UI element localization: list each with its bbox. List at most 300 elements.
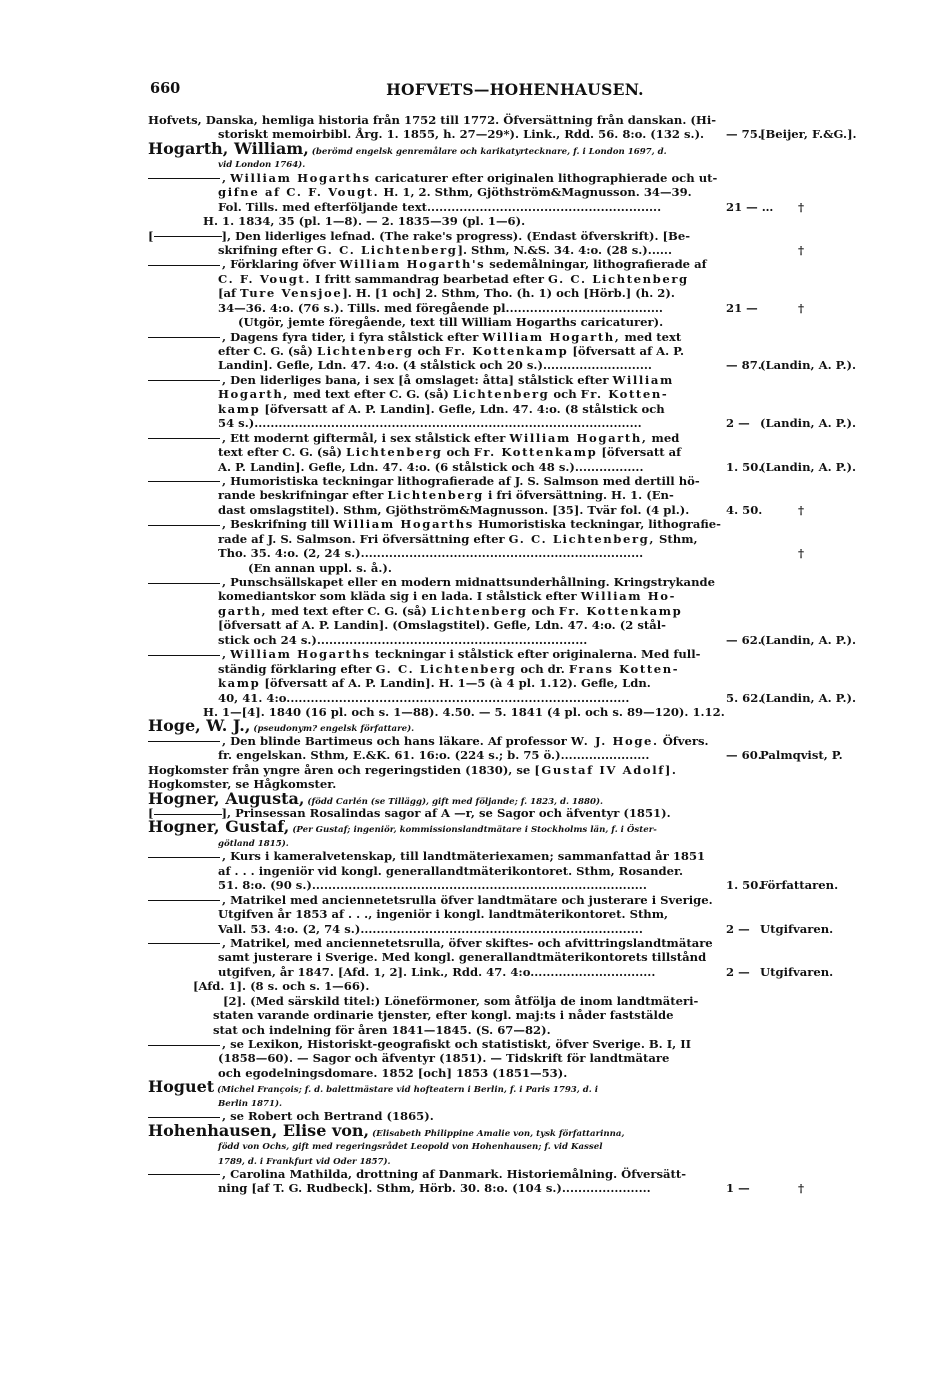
entry-line (148, 315, 883, 329)
entry-text-part: rade af J. S. Salmson. Fri öfversättning efter (218, 531, 509, 546)
out-of-print-dagger: † (798, 502, 805, 517)
entry-text-part: (1858—60). — Sagor och äfventyr (1851). — Tidskrift för landtmätare (218, 1051, 670, 1066)
page-number: 660 (150, 80, 181, 97)
out-of-print-dagger: † (798, 199, 805, 214)
price: 4. 50. (726, 502, 763, 517)
entry-text (218, 950, 706, 964)
entry-text (218, 546, 643, 560)
entry-text: [ ], Den liderliges lefnad. (The rake's progress). (Endast öfverskrift). [Be- (148, 228, 691, 243)
price: 21 — … (726, 199, 774, 214)
entry-text-part: kamp (218, 676, 261, 691)
entry-line (148, 257, 883, 271)
entry-text-part: i fri öfversättning. H. 1. (En- (483, 488, 674, 503)
entry-text-part: ständig förklaring efter (218, 661, 376, 676)
repeat-dash (148, 741, 220, 742)
entry-text-part: (En annan uppl. s. å.). (248, 560, 392, 575)
entry-text-part: Lichtenberg (387, 488, 484, 503)
entry-text-part: gifne af C. F. Vougt. (218, 185, 380, 200)
entry-line (148, 1008, 883, 1022)
entry-line (148, 330, 883, 344)
entry-text-part: Hohenhausen, Elise von, (148, 1120, 370, 1140)
price: 5. 62. (726, 690, 763, 705)
entry-line (148, 589, 883, 603)
entry-text-part: Beskrifning till (230, 517, 334, 532)
entry-text: , Dagens fyra tider, i fyra stålstick efter William Hogarth, med text (148, 330, 681, 344)
running-head: HOFVETS—HOHENHAUSEN. (386, 80, 644, 99)
entry-text-part: götland 1815). (218, 838, 289, 849)
entry-line (148, 532, 883, 546)
entry-text (218, 864, 683, 878)
entry-text (218, 633, 587, 647)
entry-text-part: [Afd. 1]. (8 s. och s. 1—66). (193, 979, 370, 994)
entry-line (148, 763, 883, 777)
entry-text-part: Vall. 53. 4:o. (2, 74 s.)...................................................................... (218, 921, 643, 936)
entry-line (148, 243, 883, 257)
entry-line (148, 1077, 883, 1097)
entry-text (218, 358, 652, 372)
entry-line (148, 373, 883, 387)
page-header (150, 80, 880, 104)
entry-text (203, 214, 525, 228)
entry-text-part: Hoguet (148, 1077, 215, 1097)
entry-text-part: 1789, d. i Frankfurt vid Oder 1857). (218, 1156, 391, 1167)
entry-text-part: text efter C. G. (så) (218, 445, 346, 460)
publisher: (Landin, A. P.). (760, 459, 857, 474)
entry-text-part: 51. 8:o. (90 s.)................................................................................... (218, 878, 647, 893)
entry-text (213, 1008, 673, 1022)
entry-text-part: (född Carlén (se Tillägg), gift med följande; f. 1823, d. 1880). (304, 796, 603, 807)
entry-text-part: med text (620, 329, 682, 344)
entry-text: , Den liderliges bana, i sex [å omslaget: åtta] stålstick efter William (148, 373, 674, 387)
entry-text-part: Kurs i kameralvetenskap, till landtmäteriexamen; sammanfattad år 1851 (230, 849, 706, 864)
entry-text (148, 113, 716, 127)
entry-text: , Matrikel, med anciennetetsrulla, öfver skiftes- och afvittringslandtmätare (148, 936, 713, 950)
entry-line (148, 1051, 883, 1065)
entry-line (148, 1066, 883, 1080)
entry-text (218, 662, 679, 676)
repeat-dash (148, 265, 220, 266)
entry-text-part: ]. H. [1 och] 2. Sthm, Tho. (h. 1) och [Hörb.] (h. 2). (342, 286, 675, 301)
entry-text (218, 1181, 651, 1195)
entry-text-part: Matrikel, med anciennetetsrulla, öfver skiftes- och afvittringslandtmätare (230, 935, 713, 950)
entry-text-part: [öfversatt af A. P. Landin]. H. 1—5 (à 4 pl. 1.12). Gefle, Ldn. (260, 676, 651, 691)
entry-text-part: 40, 41. 4:o..................................................................................... (218, 690, 630, 705)
entry-text-part: William Ho- (580, 589, 677, 604)
entry-text: , Ett modernt giftermål, i sex stålstick efter William Hogarth, med (148, 431, 679, 445)
repeat-dash (148, 1117, 220, 1118)
publisher: (Landin, A. P.). (760, 690, 857, 705)
price: 1. 50. (726, 459, 763, 474)
entry-text-part: fr. engelskan. Sthm, E.&K. 61. 16:o. (224 s.; b. 75 ö.)...................... (218, 748, 650, 763)
publisher: Utgifvaren. (760, 964, 834, 979)
entry-text-part: Hofvets, Danska, hemliga historia från 1752 till 1772. Öfversättning från danskan. (Hi- (148, 113, 717, 127)
entry-text (148, 763, 678, 777)
entry-text (248, 561, 392, 575)
entry-text-part: efter C. G. (så) (218, 344, 317, 358)
entry-line (148, 185, 883, 199)
entry-text: , Matrikel med anciennetetsrulla öfver landtmätare och justerare i Sverige. (148, 893, 713, 907)
entry-line (148, 950, 883, 964)
entry-text-part: Punschsällskapet eller en modern midnattsunderhållning. Kringstrykande (230, 575, 715, 589)
entry-text-part: William Hogarth, (482, 329, 621, 344)
entry-text-part: Hoge, W. J., (148, 716, 251, 736)
entry-text-part: vid London 1764). (218, 160, 306, 171)
entry-text-part: Berlin 1871). (218, 1098, 283, 1109)
entry-line (148, 907, 883, 921)
entry-line (148, 229, 883, 243)
entry-text-part: (pseudonym? engelsk författare). (250, 724, 415, 735)
entry-line (148, 788, 883, 808)
entry-text-part: 54 s.)................................................................................................ (218, 416, 642, 431)
entry-text-part: Ett modernt giftermål, i sex stålstick efter (230, 430, 510, 445)
repeat-dash (148, 943, 220, 944)
entry-line (148, 1181, 883, 1195)
entry-line (148, 604, 883, 618)
entry-text (218, 748, 649, 762)
entry-text (218, 532, 698, 546)
price: 2 — (726, 921, 750, 936)
entry-text (218, 416, 642, 430)
entry-text-part: Fr. Kotten- (580, 387, 669, 402)
entry-text (218, 402, 665, 416)
entry-text (218, 1051, 669, 1065)
entry-text-part: C. F. Vougt. (218, 271, 312, 286)
entry-text (218, 301, 663, 315)
entry-text-part: Hogkomster, se Hågkomster. (148, 777, 337, 792)
entry-line (148, 893, 883, 907)
repeat-dash (148, 655, 220, 656)
entry-text-part: Prinsessan Rosalindas sagor af A —r, se Sagor och äfventyr (1851). (235, 806, 671, 820)
entry-text (238, 315, 663, 329)
publisher: Författaren. (760, 878, 839, 893)
entry-text-part: 34—36. 4:o. (76 s.). Tills. med föregående pl....................................... (218, 300, 663, 315)
entry-line (148, 662, 883, 676)
repeat-dash (148, 583, 220, 584)
entry-text: , Förklaring öfver William Hogarth's sedemålningar, lithografierade af (148, 257, 707, 271)
entry-text-part: stat och indelning för åren 1841—1845. (S. 67—82). (213, 1022, 551, 1037)
entry-line (148, 878, 883, 892)
entry-text (223, 994, 698, 1008)
entry-line (148, 387, 883, 401)
entry-text-part: William (612, 372, 674, 387)
publisher: (Landin, A. P.). (760, 358, 857, 373)
entry-text-part: Sthm, (655, 531, 698, 546)
entry-text-part: Dagens fyra tider, i fyra stålstick efter (230, 329, 483, 344)
entry-text (218, 445, 681, 459)
entry-text-part: (berömd engelsk genremålare och karikatyrtecknare, f. i London 1697, d. (308, 146, 667, 157)
entry-line (148, 716, 883, 736)
repeat-dash (154, 236, 222, 237)
entry-text-part: Hogarth, William, (148, 138, 309, 158)
entry-text-part: I fritt sammandrag bearbetad efter (311, 271, 548, 286)
entry-text: , Carolina Mathilda, drottning af Danmark. Historiemålning. Öfversätt- (148, 1167, 686, 1181)
entry-line (148, 503, 883, 517)
out-of-print-dagger: † (798, 546, 805, 561)
entry-text-part: Lichtenberg (316, 344, 414, 358)
entry-text-part: H. 1, 2. Sthm, Gjöthström&Magnusson. 34—39. (379, 185, 692, 200)
repeat-dash (148, 525, 220, 526)
entry-text-part: Fr. Kottenkamp (558, 603, 683, 618)
entry-line (148, 301, 883, 315)
entry-line (148, 200, 883, 214)
entry-line (148, 344, 883, 358)
entry-text-part: skrifning efter (218, 242, 317, 257)
entry-line (148, 1153, 883, 1167)
entry-text-part: sedemålningar, lithografierade af (485, 257, 707, 272)
entry-text-part: Den liderliges bana, i sex [å omslaget: åtta] stålstick efter (230, 372, 613, 387)
entry-text-part: utgifven, år 1847. [Afd. 1, 2]. Link., Rdd. 47. 4:o............................... (218, 964, 656, 979)
entry-text: [ ], Prinsessan Rosalindas sagor af A —r, se Sagor och äfventyr (1851). (148, 806, 671, 820)
entry-text-part: William Hogarth's (339, 257, 486, 272)
entry-text (218, 907, 668, 921)
repeat-dash (148, 857, 220, 858)
entry-text: , se Lexikon, Historiskt-geografiskt och statistiskt, öfver Sverige. B. I, II (148, 1037, 691, 1051)
repeat-dash (154, 814, 222, 815)
entry-text-part: H. 1. 1834, 35 (pl. 1—8). — 2. 1835—39 (pl. 1—6). (203, 214, 526, 229)
entry-text-part: kamp (218, 401, 261, 416)
entry-text (218, 676, 651, 690)
entry-text-part: se Lexikon, Historiskt-geografiskt och statistiskt, öfver Sverige. B. I, II (230, 1037, 692, 1051)
entry-text-part: född von Ochs, gift med regeringsrådet Leopold von Hohenhausen; f. vid Kassel (218, 1142, 603, 1153)
entry-line (148, 1023, 883, 1037)
entry-line (148, 575, 883, 589)
entry-text-part: William Hogarths (230, 647, 371, 662)
entry-line (148, 748, 883, 762)
entry-text-part: Fr. Kottenkamp (473, 445, 598, 460)
entry-text-part: Hogkomster från yngre åren och regeringstiden (1830), se (148, 762, 535, 777)
out-of-print-dagger: † (798, 300, 805, 315)
entry-text (218, 243, 672, 257)
entry-text-part: Humoristiska teckningar, lithografie- (473, 517, 721, 532)
entry-text-part: G. C. Lichtenberg (548, 271, 689, 286)
entry-text-part: Hogarth, (218, 387, 290, 402)
entry-text: , Beskrifning till William Hogarths Humoristiska teckningar, lithografie- (148, 517, 721, 531)
price: 21 — (726, 300, 758, 315)
entry-line (148, 864, 883, 878)
entry-text-part: (Utgör, jemte föregående, text till William Hogarths caricaturer). (238, 315, 664, 330)
entry-text-part: G. C. Lichtenberg (375, 661, 517, 676)
publisher: Palmqvist, P. (760, 748, 843, 763)
entry-line (148, 1120, 883, 1140)
entry-text-part: Fr. Kottenkamp (444, 344, 569, 358)
entry-text-part: Ture Vensjoe (240, 286, 343, 301)
entry-line (148, 358, 883, 372)
entry-text-part: [2]. (Med särskild titel:) Löneförmoner, som åtfölja de inom landtmäteri- (223, 993, 699, 1008)
entry-text-part: Lichtenberg (452, 387, 550, 402)
entry-text-part: (Michel François; f. d. balettmästare vid hofteatern i Berlin, f. i Paris 1793, d. i (214, 1085, 599, 1096)
entry-text: , Kurs i kameralvetenskap, till landtmäteriexamen; sammanfattad år 1851 (148, 849, 705, 863)
entry-line (148, 936, 883, 950)
entry-line (148, 416, 883, 430)
entry-line (148, 171, 883, 185)
entry-line (148, 734, 883, 748)
entry-text (218, 387, 668, 401)
entry-text-part: G. C. Lichtenberg (316, 242, 458, 257)
entry-line (148, 286, 883, 300)
entry-text: , se Robert och Bertrand (1865). (148, 1109, 434, 1123)
entry-text-part: Tho. 35. 4:o. (2, 24 s.)...................................................................... (218, 546, 644, 561)
entry-text-part: Hogner, Gustaf, (148, 817, 290, 837)
entry-text-part: H. 1—[4]. 1840 (16 pl. och s. 1—88). 4.50. — 5. 1841 (4 pl. och s. 89—120). 1.12. (203, 704, 725, 719)
entry-line (148, 272, 883, 286)
entry-text-part: storiskt memoirbibl. Årg. 1. 1855, h. 27—29*). Link., Rdd. 56. 8:o. (132 s.). (218, 127, 705, 142)
entry-line (148, 445, 883, 459)
entry-line (148, 474, 883, 488)
entry-text-part: och dr. (516, 661, 569, 676)
entry-text (218, 965, 655, 979)
entry-line (148, 965, 883, 979)
price: — 62. (726, 632, 762, 647)
entry-line (148, 431, 883, 445)
entry-text-part: med text efter C. G. (så) (289, 387, 453, 402)
entry-text-part: Frans Kotten- (568, 661, 680, 676)
entry-text-part: och (413, 344, 445, 358)
entry-text-part: Hogner, Augusta, (148, 788, 305, 808)
entry-text-part: rande beskrifningar efter (218, 488, 388, 503)
publisher: (Landin, A. P.). (760, 416, 857, 431)
entry-line (148, 1138, 883, 1152)
entry-text (218, 604, 682, 618)
entry-text (218, 272, 689, 286)
repeat-dash (148, 178, 220, 179)
entry-text (218, 344, 684, 358)
repeat-dash (148, 438, 220, 439)
entry-line (148, 113, 883, 127)
entry-text (218, 589, 676, 603)
entry-line (148, 994, 883, 1008)
entry-text (193, 979, 369, 993)
entry-text-part: garth, (218, 603, 268, 618)
entry-text (218, 185, 692, 199)
entry-text-part: och egodelningsdomare. 1852 [och] 1853 (1851—53). (218, 1065, 568, 1080)
entry-text-part: William Hogarths (230, 170, 371, 185)
entry-line (148, 488, 883, 502)
price: 2 — (726, 964, 750, 979)
entry-text-part: Humoristiska teckningar lithografierade af J. S. Salmson med dertill hö- (230, 473, 700, 488)
entry-line (148, 618, 883, 632)
entry-line (148, 1037, 883, 1051)
entry-text (218, 503, 689, 517)
entry-line (148, 517, 883, 531)
entry-text (203, 705, 725, 719)
entry-text-part: och (549, 387, 581, 402)
entry-line (148, 156, 883, 170)
entry-text (218, 618, 666, 632)
entry-text (218, 200, 661, 214)
repeat-dash (148, 1174, 220, 1175)
entry-text-part: [öfversatt af A. P. Landin]. Gefle, Ldn. 47. 4:o. (8 stålstick och (260, 401, 665, 416)
entry-text (218, 878, 647, 892)
entry-text-part: och (442, 445, 474, 460)
entry-line (148, 705, 883, 719)
entry-line (148, 402, 883, 416)
entry-text-part: se Robert och Bertrand (1865). (230, 1109, 434, 1124)
entry-text-part: W. J. Hoge. (570, 733, 659, 748)
entry-line (148, 922, 883, 936)
entry-line (148, 647, 883, 661)
out-of-print-dagger: † (798, 1181, 805, 1196)
entry-text-part: Fol. Tills. med efterföljande text.......................................................... (218, 199, 662, 214)
entry-line (148, 460, 883, 474)
entry-line (148, 214, 883, 228)
entry-line (148, 676, 883, 690)
entry-text (218, 1066, 567, 1080)
entry-line (148, 561, 883, 575)
entry-line (148, 633, 883, 647)
entry-text (218, 488, 674, 502)
entry-text-part: af . . . ingeniör vid kongl. generallandtmäterikontoret. Sthm, Rosander. (218, 863, 684, 878)
entry-text-part: ]. Sthm, N.&S. 34. 4:o. (28 s.)...... (457, 242, 673, 257)
entry-text-part: Carolina Mathilda, drottning af Danmark. Historiemålning. Öfversätt- (230, 1166, 687, 1181)
entry-line (148, 835, 883, 849)
entry-text-part: med text efter C. G. (så) (267, 603, 431, 618)
entry-text-part: Den liderliges lefnad. (The rake's progress). (Endast öfverskrift). [Be- (235, 228, 691, 243)
entry-line (148, 1095, 883, 1109)
repeat-dash (148, 481, 220, 482)
entry-text-part: (Elisabeth Philippine Amalie von, tysk författarinna, (369, 1128, 625, 1139)
publisher: [Beijer, F.&G.]. (760, 127, 857, 142)
entry-line (148, 817, 883, 837)
entry-text-part: [öfversatt af A. P. (568, 344, 684, 358)
entry-text-part: G. C. Lichtenberg, (508, 531, 656, 546)
entry-text-part: Den blinde Bartimeus och hans läkare. Af professor (230, 733, 571, 748)
entry-text-part: ning [af T. G. Rudbeck]. Sthm, Hörb. 30. 8:o. (104 s.)...................... (218, 1181, 651, 1196)
price: 1 — (726, 1181, 750, 1196)
publisher: Utgifvaren. (760, 921, 834, 936)
entry-text-part: stick och 24 s.)................................................................... (218, 632, 588, 647)
entry-text-part: Förklaring öfver (230, 257, 340, 272)
entry-text (218, 286, 675, 300)
entry-text-part: och (527, 603, 559, 618)
entry-text (218, 922, 643, 936)
publisher: (Landin, A. P.). (760, 632, 857, 647)
price: 1. 50. (726, 878, 763, 893)
entry-text-part: med (647, 430, 680, 445)
entry-text-part: [öfversatt af (597, 445, 682, 460)
entry-line (148, 979, 883, 993)
entry-text-part: [öfversatt af A. P. Landin]. (Omslagstitel). Gefle, Ldn. 47. 4:o. (2 stål- (218, 618, 666, 633)
repeat-dash (148, 337, 220, 338)
entry-text-part: A. P. Landin]. Gefle, Ldn. 47. 4:o. (6 stålstick och 48 s.)................. (218, 459, 644, 474)
entry-text (218, 460, 644, 474)
entry-text-part: Öfvers. (658, 733, 709, 748)
entry-line (148, 546, 883, 560)
repeat-dash (148, 900, 220, 901)
entry-text-part: [Gustaf IV Adolf]. (534, 762, 678, 777)
entry-text (213, 1023, 551, 1037)
entry-line (148, 849, 883, 863)
price: — 75. (726, 127, 762, 142)
entry-text-part: Landin]. Gefle, Ldn. 47. 4:o. (4 stålstick och 20 s.)........................... (218, 358, 652, 373)
repeat-dash (148, 380, 220, 381)
entry-text-part: Lichtenberg (430, 603, 528, 618)
entry-text-part: [af (218, 286, 241, 301)
entry-line (148, 691, 883, 705)
catalog-entries (148, 113, 883, 1196)
price: — 60. (726, 748, 762, 763)
entry-text-part: dast omslagstitel). Sthm, Gjöthström&Magnusson. [35]. Tvär fol. (4 pl.). (218, 502, 690, 517)
entry-text-part: caricaturer efter originalen lithographierade och ut- (370, 170, 718, 185)
entry-line (148, 1167, 883, 1181)
entry-text-part: teckningar i stålstick efter originalerna. Med full- (370, 647, 701, 662)
entry-text (218, 691, 629, 705)
price: — 87. (726, 358, 762, 373)
out-of-print-dagger: † (798, 242, 805, 257)
entry-text-part: (Per Gustaf; ingeniör, kommissionslandtmätare i Stockholms län, f. i Öster- (289, 825, 657, 836)
entry-text: , William Hogarths teckningar i stålstick efter originalerna. Med full- (148, 647, 700, 661)
entry-line (148, 138, 883, 158)
entry-text-part: komediantskor som kläda sig i en lada. I stålstick efter (218, 589, 581, 604)
